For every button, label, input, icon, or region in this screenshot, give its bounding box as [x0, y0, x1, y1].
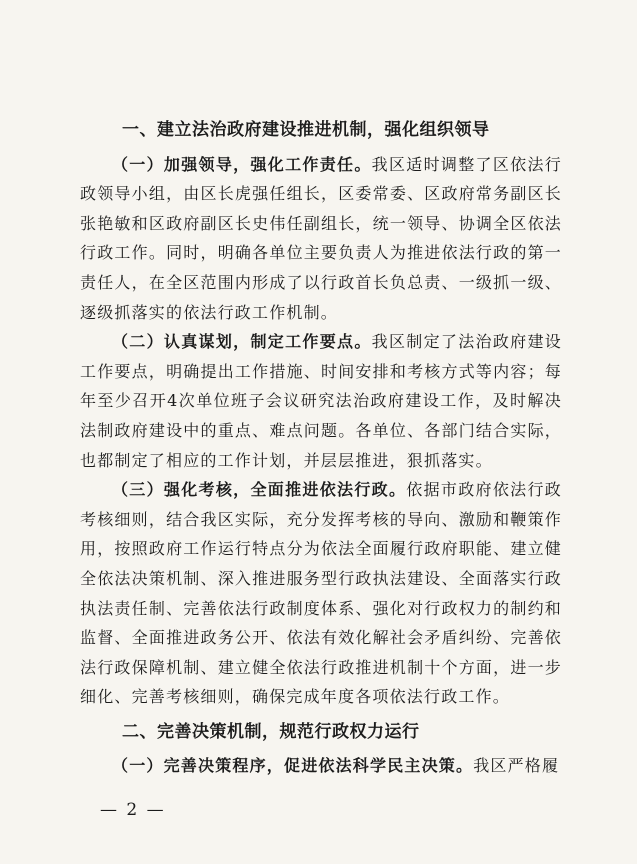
paragraph-1-3 — [80, 475, 562, 712]
paragraph-text: 依据市政府依法行政考核细则，结合我区实际，充分发挥考核的导向、激励和鞭策作用，按照政府工作运行特点分为依法全面履行政府职能、建立健全依法决策机制、深入推进服务型行政执法建设、全面落实行政执法责任制、完善依法行政制度体系、强化对行政权力的制约和监督、全面推进政务公开、依法有效化解社会矛盾纠纷、完善依法行政保障机制、建立健全依法行政推进机制十个方面，进一步细化、完善考核细则，确保完成年度各项依法行政工作。 — [80, 480, 562, 707]
paragraph-2-1 — [80, 751, 562, 781]
paragraph-1-1 — [80, 150, 562, 328]
section-heading-2: 二、完善决策机制，规范行政权力运行 — [122, 721, 420, 742]
paragraph-lead: （三）强化考核，全面推进依法行政。 — [112, 480, 407, 500]
paragraph-lead: （二）认真谋划，制定工作要点。 — [112, 332, 372, 352]
page-number: — 2 — — [100, 800, 166, 820]
paragraph-text: 我区严格履 — [473, 756, 560, 776]
document-body — [80, 110, 562, 781]
paragraph-lead: （一）完善决策程序，促进依法科学民主决策。 — [112, 756, 474, 776]
section-heading-1: 一、建立法治政府建设推进机制，强化组织领导 — [122, 120, 490, 140]
paragraph-1-2 — [80, 327, 562, 475]
paragraph-text: 我区适时调整了区依法行政领导小组，由区长虎强任组长，区委常委、区政府常务副区长张艳敏和区政府副区长史伟任副组长，统一领导、协调全区依法行政工作。同时，明确各单位主要负责人为推进依法行政的第一责任人，在全区范围内形成了以行政首长负总责、一级抓一级、逐级抓落实的依法行政工作机制。 — [80, 154, 562, 322]
paragraph-lead: （一）加强领导，强化工作责任。 — [112, 154, 372, 174]
paragraph-text: 我区制定了法治政府建设工作要点，明确提出工作措施、时间安排和考核方式等内容；每年至少召开4次单位班子会议研究法治政府建设工作，及时解决法制政府建设中的重点、难点问题。各单位、各部门结合实际，也都制定了相应的工作计划，并层层推进，狠抓落实。 — [80, 332, 562, 470]
